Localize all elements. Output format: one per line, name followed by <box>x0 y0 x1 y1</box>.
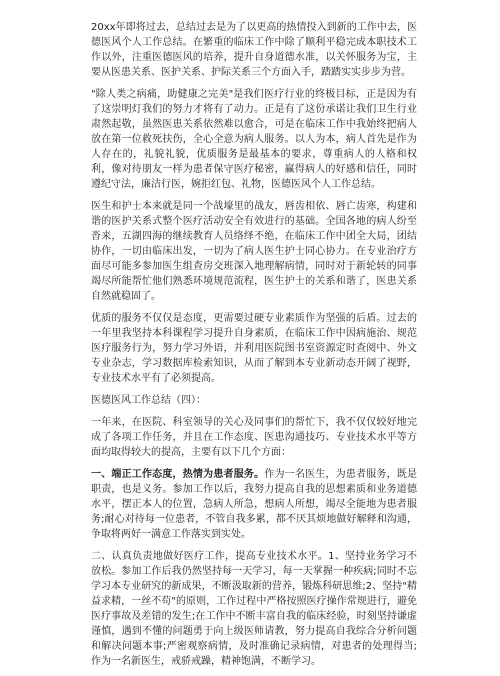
intro-paragraph: 一年来，在医院、科室领导的关心及同事们的帮忙下，我不仅仅较好地完成了各项工作任务，并且在工作态度、医患沟通技巧、专业技术水平等方面均取得较大的提高，主要有以下几个方面： <box>91 417 417 458</box>
paragraph-1: 20xx年即将过去，总结过去是为了以更高的热情投入到新的工作中去，医德医风个人工作总结。在繁重的临床工作中除了顺利平稳完成本职技术工作以外，注重医德医风的培养，提升自身道德水准，以关怀服务为宝，主要从医患关系、医护关系、护际关系三个方面入手，踏踏实实步步为营。 <box>91 22 417 78</box>
section-1-heading: 一、端正工作态度，热情为患者服务。 <box>91 469 265 480</box>
section-2-heading: 二、认真负责地做好医疗工作，提高专业技术水平。 <box>91 551 329 562</box>
section-1 <box>91 467 417 542</box>
section-1-body: 作为一名医生，为患者服务，既是职责，也是义务。参加工作以后，我努力提高自我的思想素质和业务道德水平，摆正本人的位置，急病人所急，想病人所想，竭尽全能地为患者服务;耐心对待每一位患者，不管自我多累，都不厌其烦地做好解释和沟通，争取将两好一满意工作落实到实处。 <box>91 469 418 540</box>
section-2 <box>91 549 417 669</box>
document-page <box>91 20 417 676</box>
section-2-body: 1、坚持业务学习不放松。参加工作后我仍然坚持每一天学习，每一天掌握一种疾病;同时不忘学习本专业研究的新成果，不断汲取新的营养，锻炼科研思维;2、坚持"精益求精，一丝不苟"的原则，工作过程中严格按照医疗操作常规进行，避免医疗事故及差错的发生;在工作中不断丰富自我的临床经验，时刻坚持谦虚谨慎，遇到不懂的问题勇于向上级医师请教，努力提高自我综合分析问题和解决问题本事;严密观察病情，及时准确记录病情，对患者的处理得当;作为一名新医生，戒骄戒躁，精神饱满，不断学习。 <box>91 551 417 667</box>
section-subtitle: 医德医风工作总结（四）： <box>91 395 206 406</box>
paragraph-2: "除人类之病痛，助健康之完美"是我们医疗行业的终极目标，正是因为有了这崇明灯我们的努力才将有了动力。正是有了这份承诺让我们卫生行业肃然起敬，虽然医患关系依然难以愈合，可是在临床工作中我始终把病人放在第一位救死扶伤，全心全意为病人服务。以人为本，病人首先是作为人存在的，礼貌礼貌，优质服务是最基本的要求，尊重病人的人格和权利，像对待朋友一样为患者保守医疗秘密，赢得病人的好感和信任，同时遵纪守法，廉洁行医，婉拒红包、礼物，医德医风个人工作总结。 <box>91 89 417 190</box>
paragraph-3: 医生和护士本来就是同一个战壕里的战友，唇齿相依、唇亡齿寒，构建和谐的医护关系式整个医疗活动安全有效进行的基础。全国各地的病人纷至沓来，五湖四海的继续教育人员络绎不绝，在临床工作中团全大局，团结协作，一切由临床出发，一切为了病人医生护士同心协力。在专业治疗方面尽可能多参加医生组查房交班深入地理解病情，同时对于新轮转的同事竭尽所能帮忙他们熟悉环境规范流程，医生护士的关系和谐了，医患关系自然就稳固了。 <box>91 201 417 302</box>
paragraph-4: 优质的服务不仅仅是态度，更需要过硬专业素质作为坚强的后盾。过去的一年里我坚持本科课程学习提升自身素质，在临床工作中因病施治、规范医疗服务行为，努力学习外语，并利用医院图书室资源定时查阅中、外文专业杂志，学习数据库检索知识，从而了解到本专业新动态开阔了视野，专业技术水平有了必须提高。 <box>91 313 417 384</box>
